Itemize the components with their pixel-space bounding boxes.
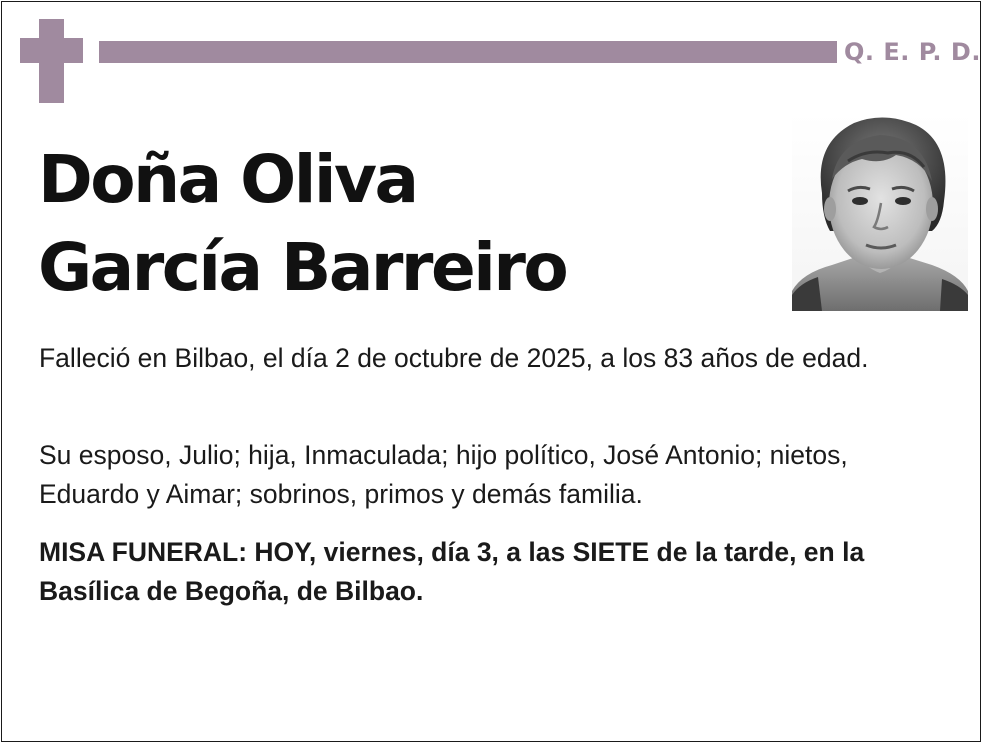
name-line-1: Doña Oliva xyxy=(38,141,417,218)
deceased-name xyxy=(38,136,778,312)
family-paragraph: Su esposo, Julio; hija, Inmaculada; hijo político, José Antonio; nietos, Eduardo y Aimar; sobrinos, primos y demás familia. xyxy=(39,440,848,509)
portrait-photo xyxy=(792,113,968,311)
death-notice-paragraph: Falleció en Bilbao, el día 2 de octubre de 2025, a los 83 años de edad. xyxy=(39,343,869,373)
name-line-2: García Barreiro xyxy=(38,229,567,306)
header-rule xyxy=(99,41,837,63)
qepd-label: Q. E. P. D. xyxy=(844,38,981,66)
funeral-mass-paragraph: MISA FUNERAL: HOY, viernes, día 3, a las SIETE de la tarde, en la Basílica de Begoña, de Bilbao. xyxy=(39,537,865,606)
obituary-card xyxy=(1,1,981,742)
latin-cross-icon-arm xyxy=(20,38,83,63)
